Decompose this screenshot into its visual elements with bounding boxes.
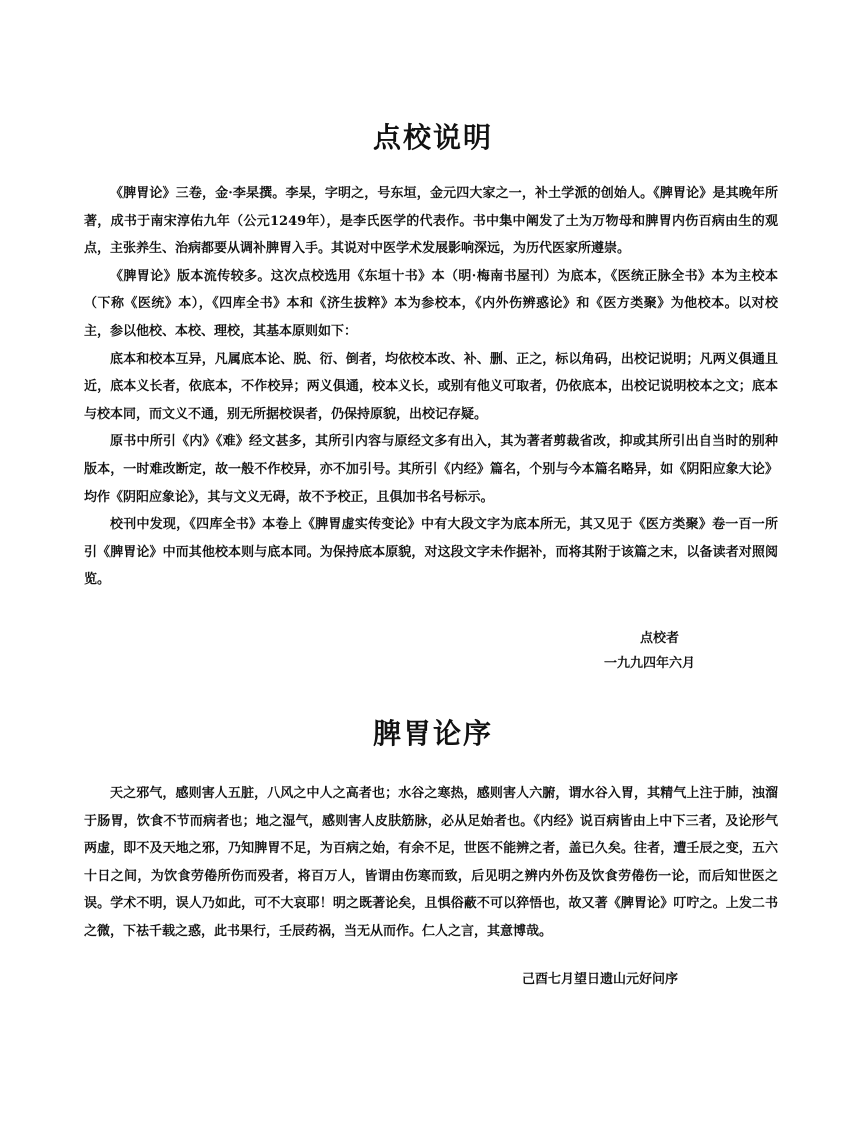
foreword-title: 脾胃论序 (372, 717, 493, 750)
preface-title: 点校说明 (372, 121, 493, 154)
preface-signoff-role: 点校者 (640, 631, 680, 646)
preface-paragraph: 校刊中发现，《四库全书》本卷上《脾胃虚实传变论》中有大段文字为底本所无，其又见于《医方类聚》卷一百一所引《脾胃论》中而其他校本则与底本同。为保持底本原貌，对这段文字未作据补，而将其附于该篇之末，以备读者对照阅览。 (84, 517, 778, 588)
foreword-paragraph: 天之邪气，感则害人五脏，八风之中人之高者也；水谷之寒热，感则害人六腑，谓水谷入胃，其精气上注于肺，浊溜于肠胃，饮食不节而病者也；地之湿气，感则害人皮肤筋脉，必从足始者也。《内经》说百病皆由上中下三者，及论形气两虚，即不及天地之邪，乃知脾胃不足，为百病之始，有余不足，世医不能辨之者，盖已久矣。往者，遭壬辰之变，五六十日之间，为饮食劳倦所伤而殁者，将百万人，皆谓由伤寒而致，后见明之辨内外伤及饮食劳倦伤一论，而后知世医之误。学术不明，误人乃如此，可不大哀耶！明之既著论矣，且惧俗蔽不可以猝悟也，故又著《脾胃论》叮咛之。上发二书之微，下祛千载之惑，此书果行，壬辰药祸，当无从而作。仁人之言，其意博哉。 (84, 786, 778, 939)
foreword-body (84, 780, 778, 946)
preface-paragraph: 《脾胃论》版本流传较多。这次点校选用《东垣十书》本（明·梅南书屋刊）为底本，《医统正脉全书》本为主校本（下称《医统》本），《四库全书》本和《济生拔粹》本为参校本，《内外伤辨惑论》和《医方类聚》为他校本。以对校主，参以他校、本校、理校，其基本原则如下： (84, 268, 778, 339)
preface-paragraph: 《脾胃论》三卷，金·李杲撰。李杲，字明之，号东垣，金元四大家之一，补土学派的创始人。《脾胃论》是其晚年所著，成书于南宋淳佑九年（公元1249年），是李氏医学的代表作。书中集中阐发了土为万物母和脾胃内伤百病由生的观点，主张养生、治病都要从调补脾胃入手。其说对中医学术发展影响深远，为历代医家所遵崇。 (84, 186, 778, 257)
foreword-signoff: 己酉七月望日遗山元好问序 (522, 972, 679, 987)
preface-paragraph: 原书中所引《内》《难》经文甚多，其所引内容与原经文多有出入，其为著者剪裁省改，抑或其所引出自当时的别种版本，一时难改断定，故一般不作校异，亦不加引号。其所引《内经》篇名，个别与今本篇名略异，如《阴阳应象大论》均作《阴阳应象论》，其与文义无碍，故不予校正，且俱加书名号标示。 (84, 434, 778, 505)
preface-body (84, 180, 778, 594)
preface-signoff-date: 一九九四年六月 (604, 656, 696, 671)
preface-paragraph: 底本和校本互异，凡属底本论、脱、衍、倒者，均依校本改、补、删、正之，标以角码，出校记说明；凡两义俱通且近，底本义长者，依底本，不作校异；两义俱通，校本义长，或别有他义可取者，仍依底本，出校记说明校本之文；底本与校本同，而文义不通，别无所据校误者，仍保持原貌，出校记存疑。 (84, 351, 778, 422)
